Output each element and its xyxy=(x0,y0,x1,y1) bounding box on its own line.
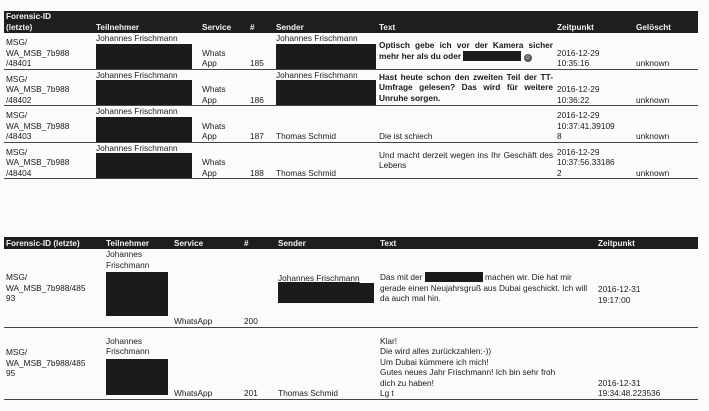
header-sender: Sender xyxy=(274,11,377,33)
service-cell: Whats App xyxy=(200,106,248,143)
timestamp-cell: 2016-12-29 10:36:22 xyxy=(555,69,634,106)
header-timestamp: Zeitpunkt xyxy=(555,11,634,33)
service-cell: Whats App xyxy=(200,69,248,106)
sender-cell: Johannes Frischmann xyxy=(274,69,377,106)
message-text-cell: Klar! Die wird alles zurückzahlen:-)) Um Dubai kümmere ich mich! Gutes neues Jahr Frischmann! Ich bin sehr froh dich zu haben! Lg t xyxy=(378,327,596,399)
sender-cell: Johannes Frischmann xyxy=(276,249,378,327)
deleted-cell: unknown xyxy=(634,106,698,143)
smiley-icon: ☺ xyxy=(524,54,531,61)
message-text-cell: Optisch gebe ich vor der Kamera sicher mehr her als du oder ☺ xyxy=(377,33,555,69)
redaction-block xyxy=(96,80,192,105)
forensic-id-cell: MSG/ WA_MSB_7b988 /48404 xyxy=(4,142,94,179)
service-cell: WhatsApp xyxy=(172,249,242,327)
sender-cell: Thomas Schmid xyxy=(276,327,378,399)
redaction-block xyxy=(96,153,192,178)
participant-cell: Johannes Frischmann xyxy=(94,142,200,179)
message-text-cell: Die ist schiech xyxy=(377,106,555,143)
table-row xyxy=(4,69,698,106)
timestamp-cell: 2016-12-29 10:37:41.39109 8 xyxy=(555,106,634,143)
table-row xyxy=(4,106,698,143)
forensic-id-cell: MSG/ WA_MSB_7b988 /48403 xyxy=(4,106,94,143)
header-participant: Teilnehmer xyxy=(104,237,172,249)
redaction-block xyxy=(463,51,521,61)
service-cell: Whats App xyxy=(200,142,248,179)
header-service: Service xyxy=(200,11,248,33)
number-cell: 200 xyxy=(242,249,276,327)
number-cell: 188 xyxy=(248,142,274,179)
deleted-cell: unknown xyxy=(634,33,698,69)
table-header-row xyxy=(4,237,698,249)
number-cell: 185 xyxy=(248,33,274,69)
redaction-block xyxy=(106,272,168,316)
sender-cell: Johannes Frischmann xyxy=(274,33,377,69)
header-deleted: Gelöscht xyxy=(634,11,698,33)
redaction-block xyxy=(278,283,374,303)
forensic-id-cell: MSG/ WA_MSB_7b988/485 95 xyxy=(4,327,104,399)
participant-cell: Johannes Frischmann xyxy=(104,327,172,399)
number-cell: 187 xyxy=(248,106,274,143)
header-forensic-id: Forensic-ID (letzte) xyxy=(4,237,104,249)
service-cell: Whats App xyxy=(200,33,248,69)
sender-cell: Thomas Schmid xyxy=(274,142,377,179)
sender-cell: Thomas Schmid xyxy=(274,106,377,143)
header-participant: Teilnehmer xyxy=(94,11,200,33)
message-text-cell: Hast heute schon den zweiten Teil der TT-Umfrage gelesen? Das wird für weitere Unruhe sorgen. xyxy=(377,69,555,106)
forensic-id-cell: MSG/ WA_MSB_7b988 /48402 xyxy=(4,69,94,106)
message-text-cell: Das mit der machen wir. Die hat mir gerade einen Neujahrsgruß aus Dubai geschickt. Ich will da auch mal hin. xyxy=(378,249,596,327)
message-text-cell: Und macht derzeit wegen ins Ihr Geschäft des Lebens xyxy=(377,142,555,179)
chat-table-2 xyxy=(4,237,698,400)
redaction-block xyxy=(425,272,483,282)
redaction-block xyxy=(96,44,192,69)
timestamp-cell: 2016-12-31 19:17:00 xyxy=(596,249,698,327)
table-row xyxy=(4,327,698,399)
timestamp-cell: 2016-12-29 10:37:56.33186 2 xyxy=(555,142,634,179)
table-row xyxy=(4,249,698,327)
table-row xyxy=(4,33,698,69)
table-row xyxy=(4,142,698,179)
header-number: # xyxy=(248,11,274,33)
participant-cell: Johannes Frischmann xyxy=(94,69,200,106)
redaction-block xyxy=(96,117,192,142)
header-text: Text xyxy=(378,237,596,249)
table-header-row xyxy=(4,11,698,33)
header-forensic-id: Forensic-ID (letzte) xyxy=(4,11,94,33)
redaction-block xyxy=(276,80,376,105)
participant-cell: Johannes Frischmann xyxy=(94,106,200,143)
participant-cell: Johannes Frischmann xyxy=(104,249,172,327)
chat-table-1 xyxy=(4,11,698,179)
number-cell: 186 xyxy=(248,69,274,106)
forensic-id-cell: MSG/ WA_MSB_7b988 /48401 xyxy=(4,33,94,69)
header-sender: Sender xyxy=(276,237,378,249)
header-service: Service xyxy=(172,237,242,249)
deleted-cell: unknown xyxy=(634,69,698,106)
service-cell: WhatsApp xyxy=(172,327,242,399)
forensic-id-cell: MSG/ WA_MSB_7b988/485 93 xyxy=(4,249,104,327)
redaction-block xyxy=(276,44,376,69)
header-timestamp: Zeitpunkt xyxy=(596,237,698,249)
header-number: # xyxy=(242,237,276,249)
redaction-block xyxy=(106,359,168,395)
timestamp-cell: 2016-12-31 19:34:48.223536 xyxy=(596,327,698,399)
participant-cell: Johannes Frischmann xyxy=(94,33,200,69)
number-cell: 201 xyxy=(242,327,276,399)
header-text: Text xyxy=(377,11,555,33)
deleted-cell: unknown xyxy=(634,142,698,179)
timestamp-cell: 2016-12-29 10:35:16 xyxy=(555,33,634,69)
